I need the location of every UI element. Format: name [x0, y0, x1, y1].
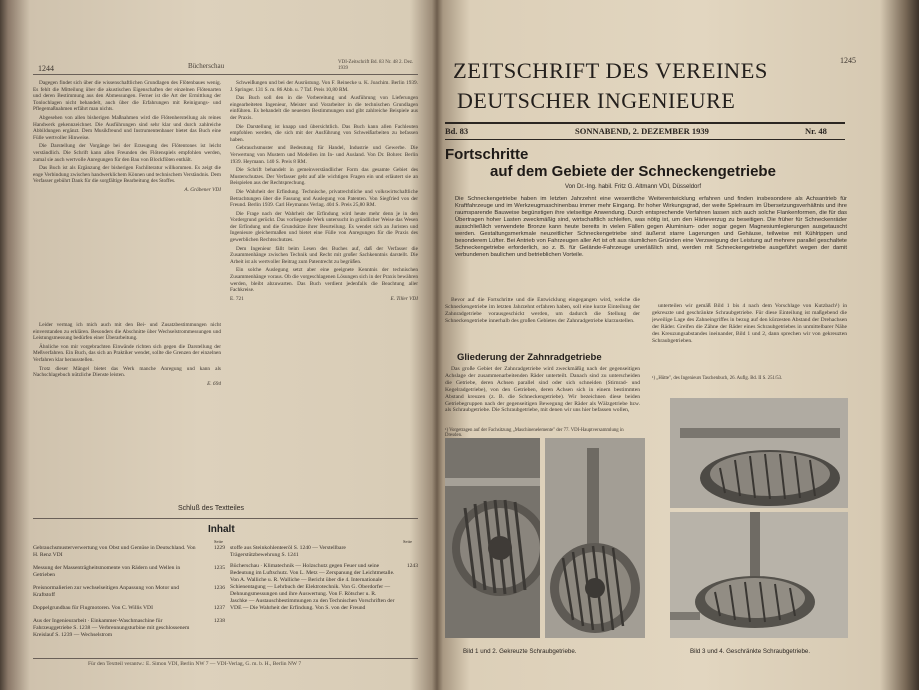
- review-paragraph: Die Darstellung der Vorgänge bei der Erzeugung des Flötentones ist leicht verständlich. Die Schrift kann allen Freunden des Flötenspiels empfohlen werden, zumal sie auch wertvolle Anregungen für den Bau von Blockflöten enthält.: [33, 143, 221, 163]
- review-paragraph: Leider vermag ich mich auch mit den Bei- und Zusatzbestimmungen nicht einverstanden zu erklären. Besonders die Abschnitte über Wechselstrommessungen und Leistungsmessung bedürfen einer Überarbeitung.: [33, 322, 221, 342]
- toc-entry-text: Messung der Massenträgheitsmomente von Rädern und Wellen in Getrieben: [33, 565, 181, 578]
- toc-seite-label-right: Seite: [403, 539, 412, 544]
- toc-entry-text: Aus der Ingenieurarbeit · Einkammer-Waschmaschine für Fahrzeuggetriebe S. 1238 — Verbrennungsturbine mit geschlossenem Kreislauf S. 1239 — Wechselstrom: [33, 618, 190, 638]
- review-paragraph: Die Frage nach der Wahrheit der Erfindung wird heute mehr denn je in den Vordergrund gerückt. Das vorliegende Werk untersucht in gründlicher Weise das Wesen der Erfindung und die Grundsätze ihrer Beurteilung. Es wendet sich an Juristen und Ingenieure gleichermaßen und bietet eine Fülle von Anregungen für die Praxis des gewerblichen Rechtsschutzes.: [230, 210, 418, 244]
- review-paragraph: Gebrauchsmuster und Bedeutung für Handel, Industrie und Gewerbe. Die Verwertung von Mustern und Modellen im In- und Ausland. Von Dr. Bohrer. Berlin 1939. Heymann. 140 S. Preis 8 RM.: [230, 145, 418, 165]
- article-abstract: Die Schneckengetriebe haben im letzten Jahrzehnt eine wesentliche Weiterentwicklung erfahren und finden insbesondere als Achsantrieb für Kraftfahrzeuge und im Werkzeugmaschinenbau immer mehr Eingang. Ihr hoher Wirkungsgrad, der weite Spielraum im Übersetzungsverhältnis und ihre raumsparende Bauweise begünstigen ihre vielseitige Anwendung. Durch entsprechende Verfahren lassen sich auch solche Flankenformen, die für das Übertragen hoher Lasten zweckmäßig sind, wirtschaftlich schleifen, was nötig ist, um den Härteverzug zu beseitigen. Die früher für Schneckenräder ausschließlich verwendete Bronze kann heute bereits in vielen Fällen gegen Aluminium- oder sogar gegen Magnesiumlegierungen ausgetauscht werden. Gestaltungsmerkmale neuzeitlicher Schneckengetriebe sind äußerst starre Lagerungen und Gehäuse, teilweise mit Kühlrippen und besonderem Lüfter. Bei Antrieb von Fahrzeugen aller Art ist oft aus räumlichen Gründen eine Verzweigung der Leistung auf mehrere parallel geschaltete Schneckengetriebe erforderlich, so z. B. für Gelände-Fahrzeuge unerläßlich sind, werden mit Schneckengetriebe ausgeführt wegen der damit verbundenen baulichen und betrieblichen Vorteile.: [455, 196, 847, 258]
- footnote-1: ¹) Vorgetragen auf der Fachsitzung „Maschinenelemente" der 77. VDI-Hauptversammlung in Dresden.: [445, 428, 624, 438]
- toc-right-column: [230, 545, 418, 612]
- photo-bild-2: [545, 438, 645, 638]
- article-title-line-1: Fortschritte: [445, 146, 529, 163]
- end-of-text-marker: Schluß des Textteiles: [178, 505, 245, 512]
- toc-entry-page: 1237: [213, 605, 225, 611]
- review-paragraph: Trotz dieser Mängel bietet das Werk manche Anregung und kann als Nachschlagebuch nützliche Dienste leisten.: [33, 365, 221, 379]
- photo-bild-1: [445, 438, 540, 638]
- review-paragraph: Die Schrift behandelt in gemeinverständlicher Form das gesamte Gebiet des Musterschutzes. Der Verfasser geht auf alle wichtigen Fragen ein und erläutert sie an Beispielen aus der Rechtsprechung.: [230, 167, 418, 187]
- masthead-line-1: ZEITSCHRIFT DES VEREINES: [453, 58, 768, 83]
- toc-entry: [33, 605, 225, 612]
- section-heading: Gliederung der Zahnradgetriebe: [457, 352, 602, 363]
- review-paragraph: Dagegen findet sich über die wissenschaftlichen Grundlagen des Flötenbaues wenig. Es fehlt die Mitteilung über die akustischen Eigenschaften der einzelnen Flötenarten und deren Bestimmung aus den Abmessungen. Ferner ist die Art der Ermittlung der Tonlochlagen nicht behandelt, auch über die Erfahrungen mit Reinigungs- und Pflegemaßnahmen erfährt man nichts.: [33, 80, 221, 113]
- review-paragraph: Schweißungen und bei der Ausrüstung. Von F. Reinecke u. K. Joachim. Berlin 1939. J. Springer. 131 S. m. 86 Abb. u. 7 Taf. Preis 10,80 RM.: [230, 80, 418, 93]
- toc-entry-text: Gebrauchsmusterverwertung von Obst und Gemüse in Deutschland. Von H. Renz VDI: [33, 545, 196, 558]
- review-paragraph: Das Buch soll den in die Vorbereitung und Ausführung von Lieferungen eingearbeiteten Ingenieur, Meister und Vorarbeiter in die technischen Grundlagen einführen. Es behandelt die neuesten Bestimmungen und gibt zahlreiche Beispiele aus der Praxis.: [230, 95, 418, 121]
- review-paragraph: Ähnliche von mir vorgebrachten Einwände richten sich gegen die Darstellung der Meßverfahren. Ein Buch, das sich an Praktiker wendet, sollte die Grenzen der einzelnen Verfahren klar herausstellen.: [33, 343, 221, 363]
- running-head-right: VDI-Zeitschrift Bd. 83 Nr. 48 2. Dez. 1939: [338, 60, 414, 71]
- toc-entry-page: 1243: [406, 563, 418, 569]
- body-paragraph: Das große Gebiet der Zahnradgetriebe wird zweckmäßig nach der gegenseitigen Achslage der zusammenarbeitenden Räder unterteilt. Danach sind zu unterscheiden die Getriebe, deren Achsen parallel sind oder sich schneiden (Stirnrad- und Kegelradgetriebe), von den Getrieben, deren Achsen sich in einem bestimmten Abstand kreuzen (z. B. die Schneckengetriebe). Wir bezeichnen diese beiden Getriebegruppen nach der gegenseitigen Bewegung der Räder als Wälzgetriebe bzw. als Schraubgetriebe. Die Schraubgetriebe, mit denen wir uns hier befassen wollen,: [445, 366, 640, 414]
- footer-rule: [33, 658, 418, 659]
- toc-entry-text: Bücherschau · Klimatechnik — Holzschutz gegen Feuer und seine Bedeutung im Luftschutz. Von L. Metz — Zerspanung der Leichtmetalle. Von A. Walliche u. R. Walliche — Bericht über die 4. Internationale Schienentagung — Lehrbuch der Elektrotechnik. Von G. Oberdorfer — Dehnungsmessungen und ihre Auswertung. Von F. Rötscher u. R. Jaschke — Austauschbestimmungen zu den Technischen Vorschriften der VDE — Die Wahrheit der Erfindung. Von S. von der Freund: [230, 563, 395, 611]
- article-body-col-1: [445, 366, 640, 422]
- article-body-col-2: [652, 303, 847, 363]
- reviewer-signature: A. Gräbener VDI: [184, 186, 221, 193]
- crossed-gear-image: [545, 438, 645, 638]
- review-column-1: [33, 80, 221, 320]
- toc-entry: [230, 563, 418, 612]
- toc-entry: [33, 618, 225, 639]
- toc-entry-text: Preisnormalierien zur wechselseitigen Anpassung von Motor und Kraftstoff: [33, 585, 180, 598]
- review-column-1b: [33, 322, 221, 502]
- issue-date: SONNABEND, 2. DEZEMBER 1939: [575, 126, 709, 136]
- article-intro: [445, 297, 640, 345]
- running-head: Bücherschau: [188, 62, 225, 70]
- globoid-worm-image: [670, 512, 848, 638]
- imprint-footer: Für den Textteil verantw.: E. Simon VDI, Berlin NW 7 — VDI-Verlag, G. m. b. H., Berlin NW 7: [88, 661, 302, 667]
- masthead-rule-bottom: [445, 139, 845, 140]
- page-number-left: 1244: [38, 64, 54, 73]
- header-rule: [33, 74, 418, 75]
- intro-paragraph: Bevor auf die Fortschritte und die Entwicklung eingegangen wird, welche die Schneckengetriebe im letzten Jahrzehnt erfahren haben, soll eine kurze Einteilung der Zahnradgetriebe vorausgeschickt werden, um dadurch die Stellung der Schneckengetriebe innerhalb des großen Gebietes der Zahnradgetriebe klarzustellen.: [445, 297, 640, 324]
- masthead-line-2: DEUTSCHER INGENIEURE: [457, 88, 736, 113]
- toc-left-column: [33, 545, 225, 639]
- toc-entry-page: 1238: [213, 618, 225, 624]
- masthead-rule-top: [445, 122, 845, 124]
- toc-seite-label: Seite: [214, 539, 223, 544]
- photo-bild-3: [670, 398, 848, 508]
- review-paragraph: Das Buch ist als Ergänzung der bisherigen Fachliteratur willkommen. Es zeigt die enge Verbindung zwischen handwerklichem Können und technischem Verständnis. Dem Verfasser gebührt Dank für die sorgfältige Bearbeitung des Stoffes.: [33, 165, 221, 185]
- toc-entry-page: 1235: [213, 565, 225, 571]
- inhalt-rule: [33, 518, 418, 519]
- reviewer-signature: E. Tiller VDI: [390, 295, 418, 302]
- right-page: [445, 0, 900, 690]
- article-byline: Von Dr.-Ing. habil. Fritz G. Altmann VDI, Düsseldorf: [565, 184, 702, 190]
- review-code: E. 721: [230, 295, 244, 302]
- toc-entry-text: Doppelgrundbau für Flugmotoren. Von C. Willis VDI: [33, 605, 153, 611]
- toc-entry: [33, 545, 225, 559]
- left-page: [18, 0, 428, 690]
- caption-bild-3-4: Bild 3 und 4. Geschränkte Schraubgetriebe.: [690, 648, 811, 655]
- inhalt-heading: Inhalt: [208, 524, 235, 535]
- body-paragraph: unterteilen wir gemäß Bild 1 bis 4 nach dem Vorschlage von Kutzbach¹) in gekreuzte und geschränkte Schraubgetriebe. Für diese Einteilung ist maßgebend die jeweilige Lage des Zahneingriffes in bezug auf den kürzesten Abstand der Drehachsen der Räder. Greifen die Zähne der Räder eines Schraubgetriebes in unmittelbarer Nähe des Kreuzungsabstandes ineinander, Bild 1 und 2, dann sprechen wir von gekreuzten Schraubgetrieben.: [652, 303, 847, 344]
- caption-bild-1-2: Bild 1 und 2. Gekreuzte Schraubgetriebe.: [463, 648, 577, 655]
- review-code: E. 694: [207, 380, 221, 387]
- footnote-2: ¹) „Hütte", des Ingenieurs Taschenbuch, 26. Auflg. Bd. II S. 251/53.: [652, 376, 783, 381]
- toc-entry-page: 1236: [213, 585, 225, 591]
- toc-entry-page: 1229: [213, 545, 225, 551]
- toc-entry: [33, 565, 225, 579]
- review-paragraph: Die Wahrheit der Erfindung. Technische, privatrechtliche und volkswirtschaftliche Betrachtungen über die Fassung und Auslegung von Patenten. Von Siegfried von der Freund. Berlin 1939. Carl Heymanns Verlag. 404 S. Preis 25,80 RM.: [230, 188, 418, 209]
- volume-label: Bd. 83: [445, 126, 469, 136]
- review-paragraph: Dem Ingenieur fällt beim Lesen des Buches auf, daß der Verfasser die Zusammenhänge zwischen Technik und Recht mit großer Sachkenntnis darstellt. Die Arbeit ist als wertvoller Beitrag zum Patentrecht zu begrüßen.: [230, 245, 418, 265]
- toc-entry: [230, 545, 418, 559]
- article-title-line-2: auf dem Gebiete der Schneckengetriebe: [490, 163, 776, 180]
- worm-gear-image: [670, 398, 848, 508]
- review-paragraph: Ein solche Auslegung setzt aber eine geeignete Kenntnis der technischen Zusammenhänge voraus. Ob die vorgeschlagenen Lösungen sich in der Praxis bewähren werden, bleibt abzuwarten. Das Buch verdient jedenfalls die Beachtung aller Fachkreise.: [230, 267, 418, 294]
- review-paragraph: Abgesehen von allen bisherigen Maßnahmen wird die Flötenherstellung als reines Handwerk gekennzeichnet. Die Ausführungen sind sehr klar und durch zahlreiche Abbildungen ergänzt. Dem Musikfreund und Instrumentenbauer bietet das Buch eine Fülle wertvoller Hinweise.: [33, 114, 221, 141]
- helical-gear-image: [445, 438, 540, 638]
- page-number-right: 1245: [840, 56, 856, 65]
- photo-bild-4: [670, 512, 848, 638]
- toc-entry-text: stoffe aus Steinkohlenteeröl S. 1240 — Verstellbare Trägerstützbewehrung S. 1241: [230, 545, 346, 558]
- review-column-2: [230, 80, 418, 500]
- review-paragraph: Die Darstellung ist knapp und übersichtlich. Das Buch kann allen Fachleuten empfohlen werden, die sich mit der Ausführung von Schweißarbeiten zu befassen haben.: [230, 123, 418, 143]
- toc-entry: [33, 585, 225, 599]
- issue-number: Nr. 48: [805, 126, 827, 136]
